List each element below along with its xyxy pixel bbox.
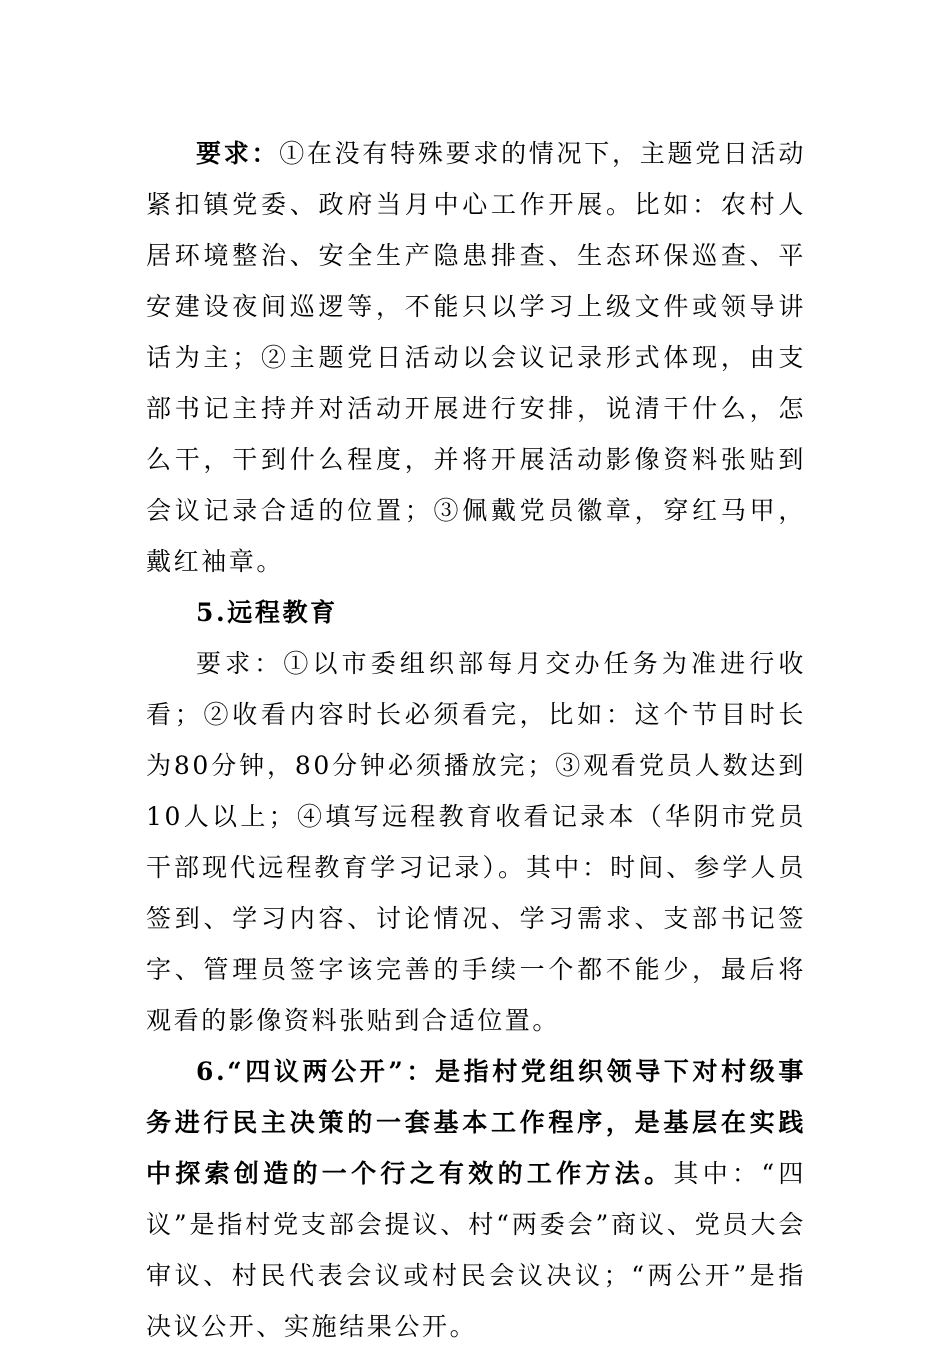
paragraph-text: 其中：“四议”是指村党支部会提议、村“两委会”商议、党员大会审议、村民代表会议或村民会议决议；“两公开”是指决议公开、实施结果公开。 [146,1159,807,1341]
paragraph-four-discussions [146,1046,806,1352]
section-heading-remote-education: 5.远程教育 [196,598,338,627]
paragraph-requirements-party-day [146,128,806,587]
paragraph-text: ①在没有特殊要求的情况下，主题党日活动紧扣镇党委、政府当月中心工作开展。比如：农村人居环境整治、安全生产隐患排查、生态环保巡查、平安建设夜间巡逻等，不能只以学习上级文件或领导讲话为主；②主题党日活动以会议记录形式体现，由支部书记主持并对活动开展进行安排，说清干什么，怎么干，干到什么程度，并将开展活动影像资料张贴到会议记录合适的位置；③佩戴党员徽章，穿红马甲，戴红袖章。 [146,139,806,576]
paragraph-lead: 6.“四议两公开”：是指村党组织领导下对村级事务进行民主决策的一套基本工作程序，是基层在实践中探索创造的一个行之有效的工作方法。 [146,1057,806,1188]
paragraph-requirements-remote-education: 要求：①以市委组织部每月交办任务为准进行收看；②收看内容时长必须看完，比如：这个节目时长为80分钟，80分钟必须播放完；③观看党员人数达到10人以上；④填写远程教育收看记录本（华阴市党员干部现代远程教育学习记录）。其中：时间、参学人员签到、学习内容、讨论情况、学习需求、支部书记签字、管理员签字该完善的手续一个都不能少，最后将观看的影像资料张贴到合适位置。 [146,649,806,1035]
paragraph-lead: 要求： [196,139,280,168]
document-page [146,128,806,1352]
